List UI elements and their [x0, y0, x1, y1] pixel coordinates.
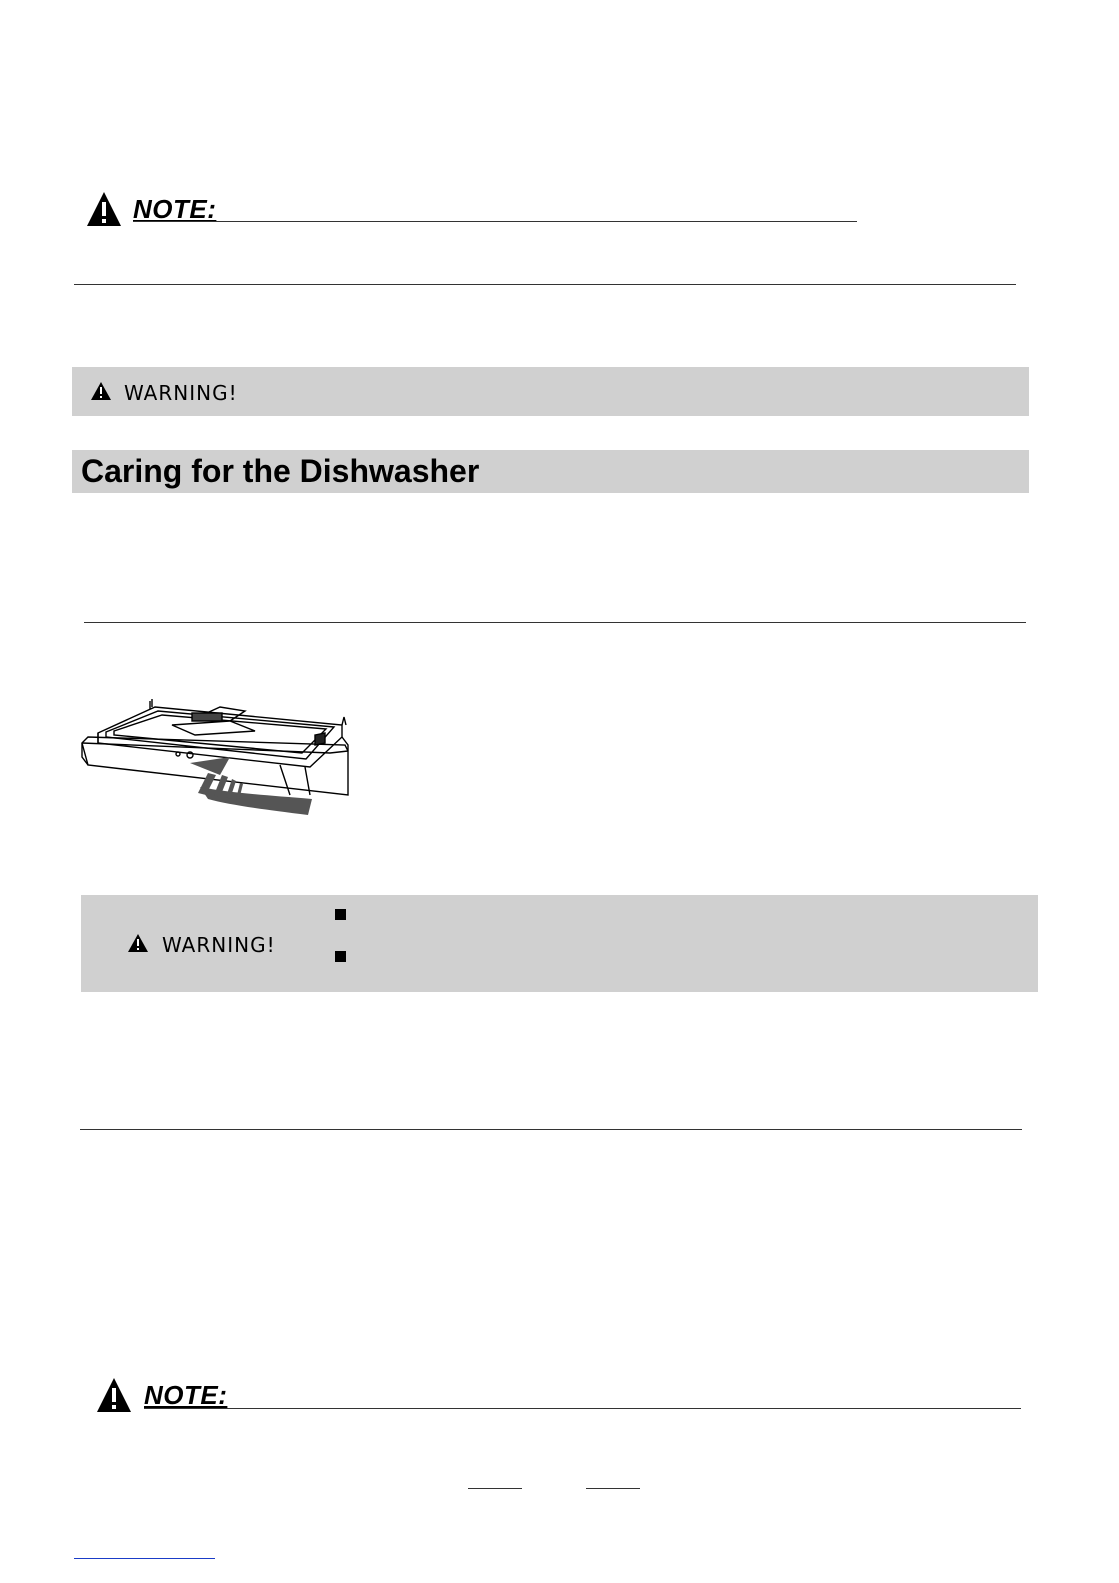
- divider: [74, 284, 1016, 285]
- warning-label: WARNING!: [162, 933, 276, 957]
- warning-triangle-icon: [127, 933, 149, 953]
- link-underline[interactable]: [74, 1558, 215, 1559]
- filter-illustration: [80, 695, 355, 820]
- section-title: Caring for the Dishwasher: [81, 453, 480, 489]
- warning-triangle-icon: [90, 381, 112, 401]
- underline-mark: [468, 1488, 522, 1489]
- underline-mark: [586, 1488, 640, 1489]
- divider: [80, 1129, 1022, 1130]
- note-warning-icon: [85, 190, 123, 228]
- note-warning-icon: [95, 1376, 133, 1414]
- note-label: NOTE:: [133, 194, 217, 224]
- note-label: NOTE:: [144, 1380, 228, 1410]
- section-heading-bar: [72, 450, 1029, 493]
- note-underline: [133, 221, 857, 222]
- note-underline: [144, 1408, 1021, 1409]
- warning-banner: [72, 367, 1029, 416]
- divider: [84, 622, 1026, 623]
- bullet-marker: [335, 909, 346, 920]
- bullet-marker: [335, 951, 346, 962]
- warning-box: [81, 895, 1038, 992]
- warning-label: WARNING!: [124, 381, 238, 405]
